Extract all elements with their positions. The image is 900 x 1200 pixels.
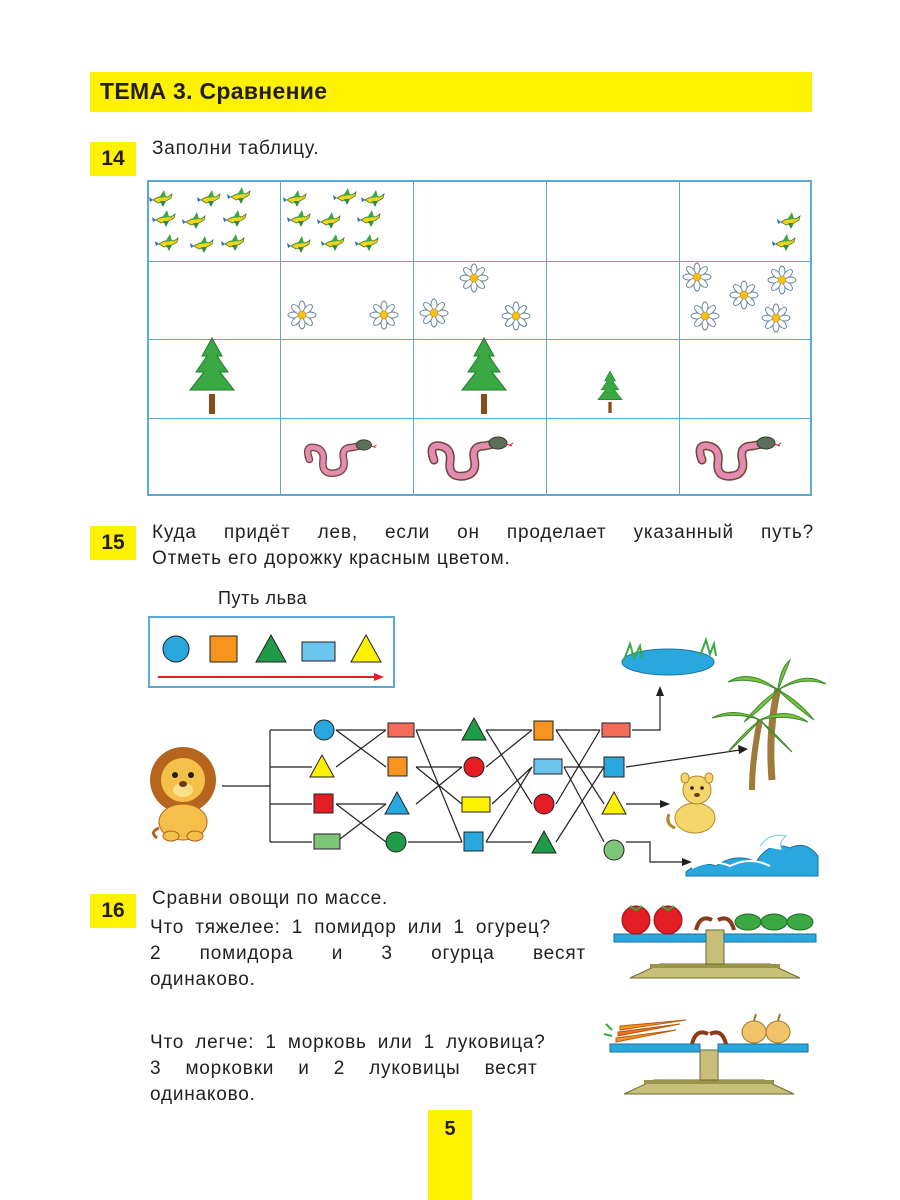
page-number-tab [428, 1110, 472, 1200]
task-15-line-1: Куда придёт лев, если он проделает указанный путь? [152, 522, 814, 543]
task-16-intro: Сравни овощи по массе. [152, 888, 389, 909]
arrow-right-icon [738, 745, 748, 754]
topic-title: ТЕМА 3. Сравнение [100, 78, 328, 104]
question-2-line-1: Что легче: 1 морковь или 1 луковица? [150, 1032, 546, 1053]
task-16-question-1 [150, 915, 586, 993]
rectangle-shape-icon [462, 797, 490, 812]
task-number-15: 15 [90, 526, 136, 560]
square-shape-icon [314, 794, 333, 813]
arrow-right-icon [374, 673, 384, 681]
arrow-right-icon [682, 858, 692, 866]
triangle-shape-icon [602, 792, 626, 814]
pond-icon [622, 640, 716, 675]
lion-path-label: Путь льва [218, 588, 308, 608]
lion-icon [150, 747, 216, 841]
circle-shape-icon [163, 636, 189, 662]
arrow-up-icon [656, 686, 664, 696]
page-number: 5 [444, 1118, 456, 1140]
circle-shape-icon [604, 840, 624, 860]
circle-shape-icon [314, 720, 334, 740]
rectangle-shape-icon [388, 723, 414, 737]
square-shape-icon [464, 832, 483, 851]
rectangle-shape-icon [314, 834, 340, 849]
palm-trees-icon [712, 660, 826, 790]
triangle-shape-icon [462, 718, 486, 740]
rectangle-shape-icon [302, 642, 335, 661]
question-1-line-3: одинаково. [150, 969, 256, 990]
triangle-shape-icon [385, 792, 409, 814]
task-15-line-2: Отметь его дорожку красным цветом. [152, 548, 511, 569]
triangle-shape-icon [532, 831, 556, 853]
square-shape-icon [604, 757, 624, 777]
task-14-instruction: Заполни таблицу. [152, 138, 320, 159]
question-1-line-1: Что тяжелее: 1 помидор или 1 огурец? [150, 917, 551, 938]
question-2-line-2: 3 морковки и 2 луковицы весят [150, 1058, 538, 1079]
square-shape-icon [534, 721, 553, 740]
arrow-right-icon [660, 800, 670, 808]
question-1-line-2: 2 помидора и 3 огурца весят [150, 943, 586, 964]
triangle-shape-icon [351, 635, 381, 662]
task-number-16: 16 [90, 894, 136, 928]
lion-cub-icon [668, 773, 715, 833]
sea-wave-icon [686, 835, 818, 876]
circle-shape-icon [464, 757, 484, 777]
rectangle-shape-icon [602, 723, 630, 737]
circle-shape-icon [534, 794, 554, 814]
path-sequence [158, 635, 384, 681]
maze-shapes [310, 718, 630, 860]
rectangle-shape-icon [534, 759, 562, 774]
triangle-shape-icon [256, 635, 286, 662]
question-2-line-3: одинаково. [150, 1084, 256, 1105]
circle-shape-icon [386, 832, 406, 852]
task-16-question-2 [150, 1030, 586, 1108]
triangle-shape-icon [310, 755, 334, 777]
square-shape-icon [210, 636, 237, 662]
task-number-14: 14 [90, 142, 136, 176]
square-shape-icon [388, 757, 407, 776]
